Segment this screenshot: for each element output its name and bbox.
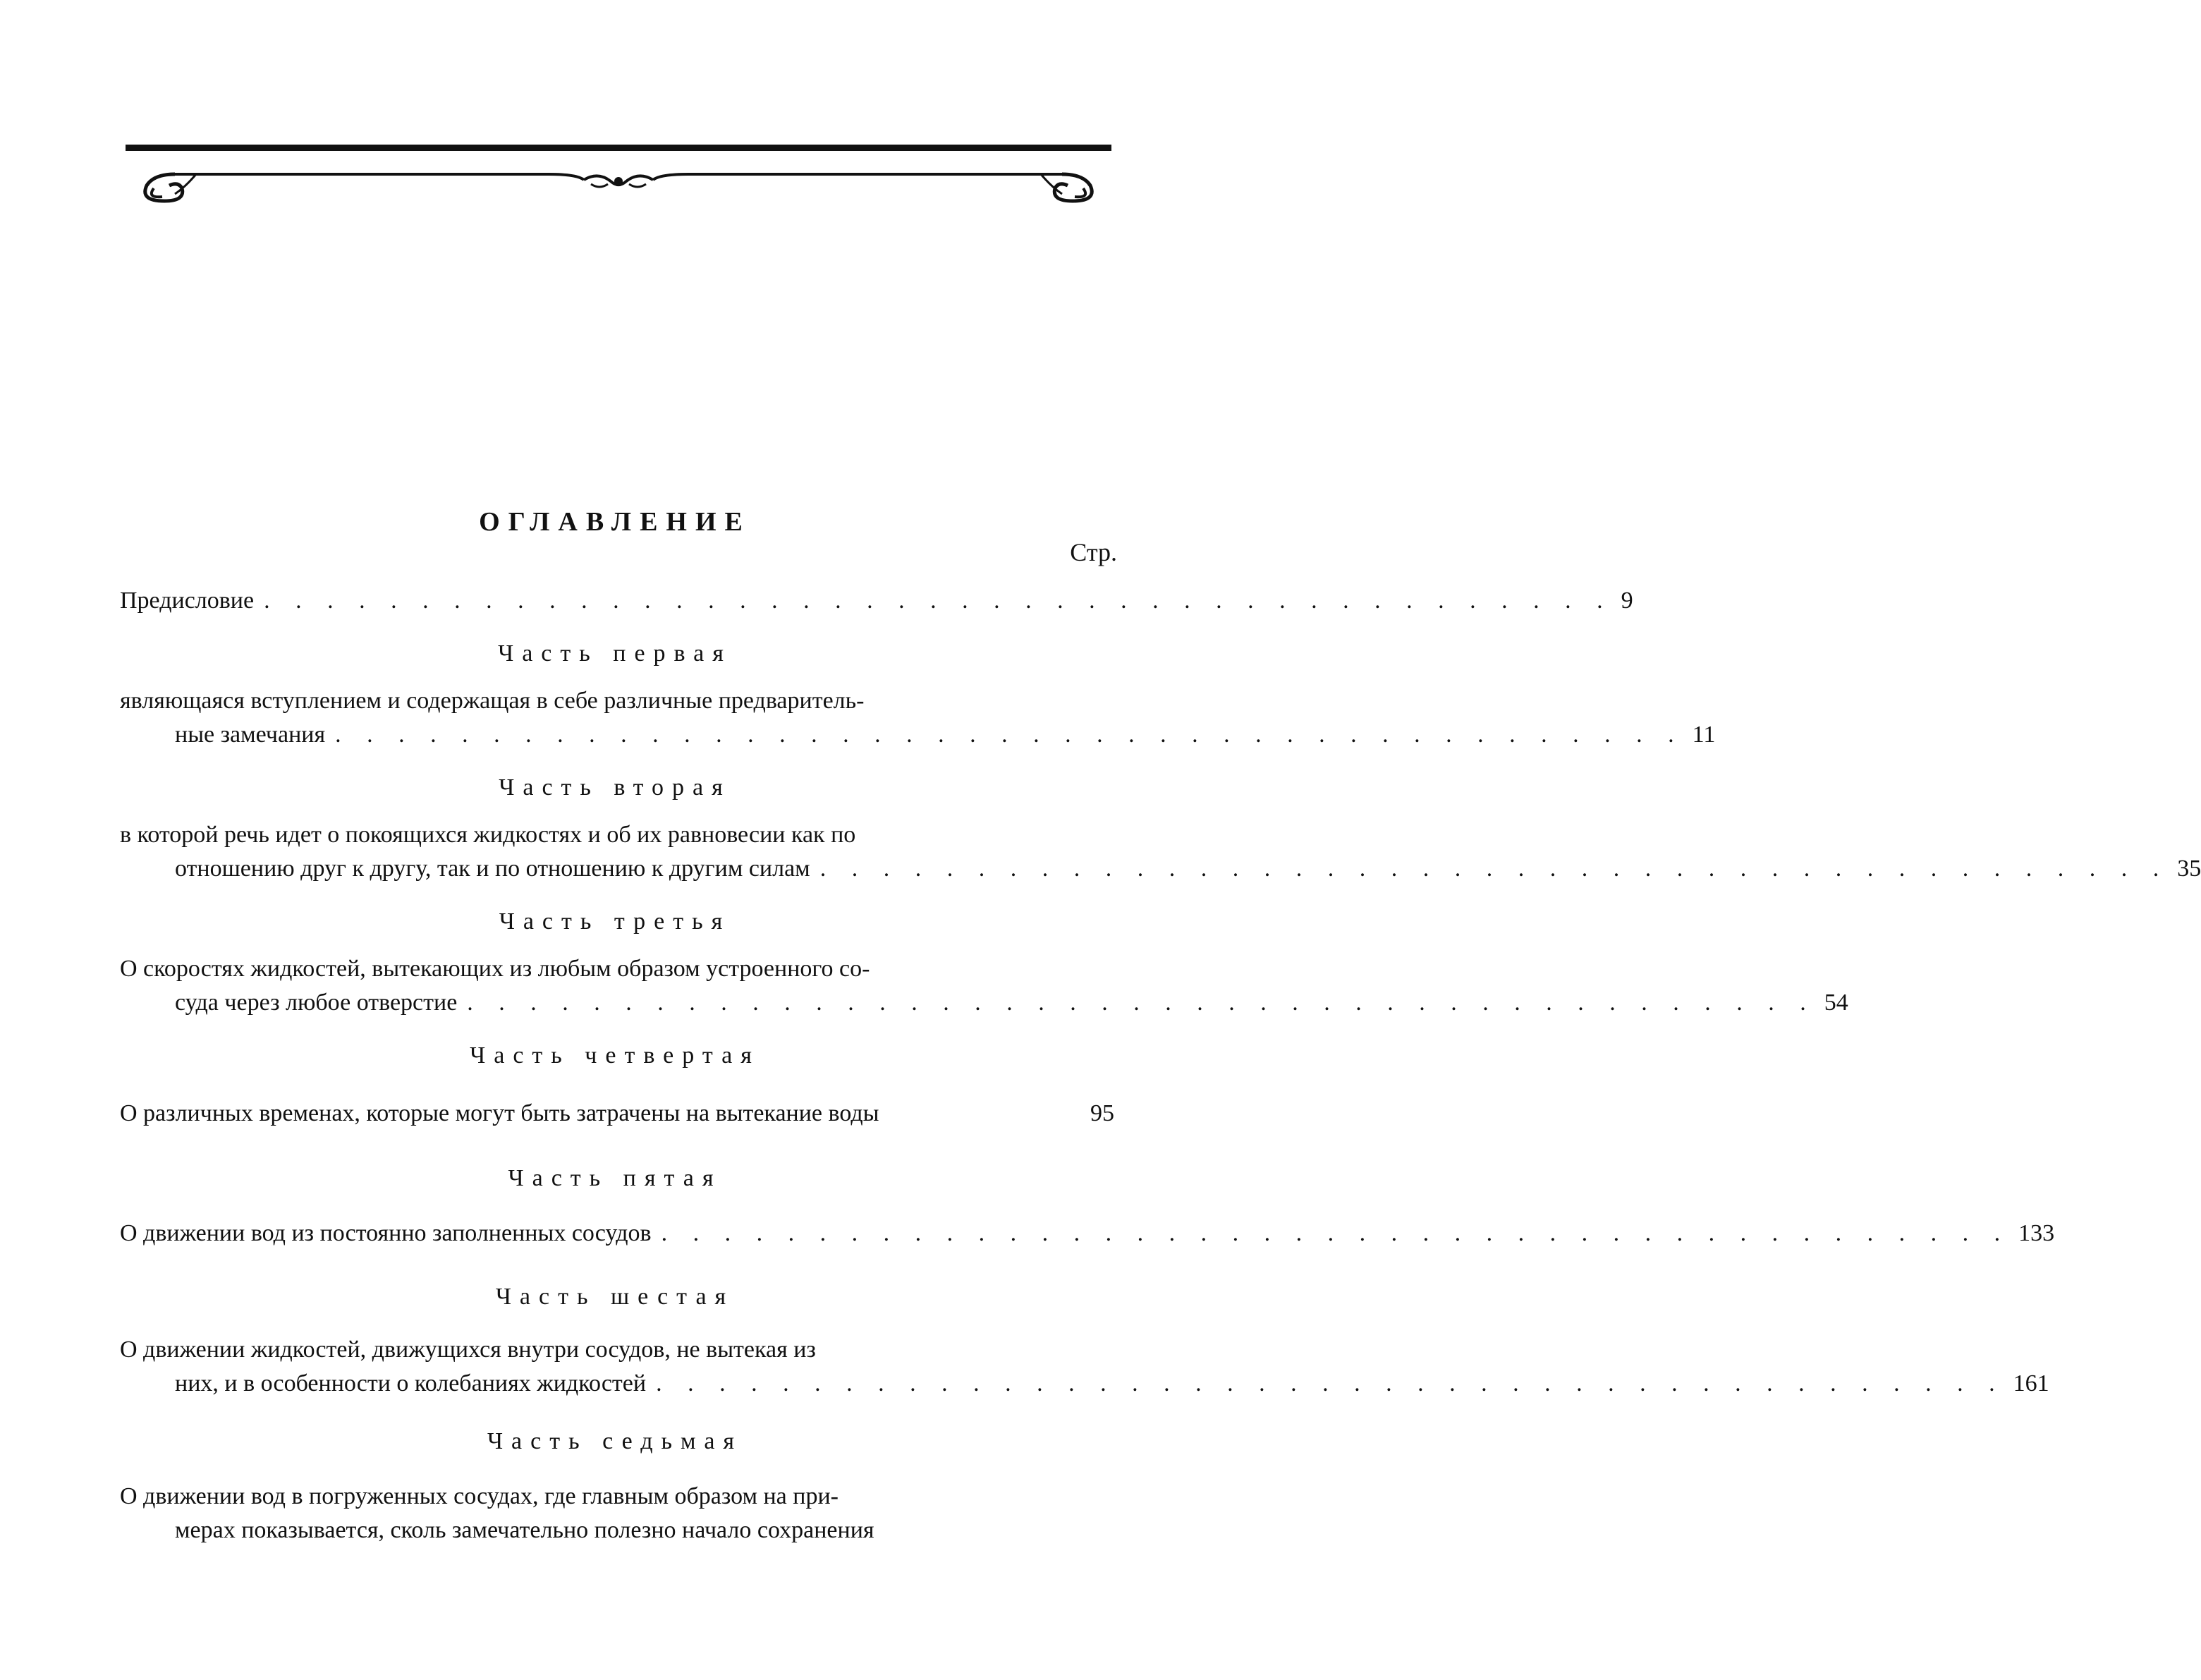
toc-entry-preface	[120, 584, 1633, 618]
entry-text-line-2: мерах показывается, сколь замечательно полезно начало сохранения	[175, 1517, 874, 1543]
entry-text-line-2: отношению друг к другу, так и по отношению к другим силам	[175, 856, 810, 882]
dot-leader: . . . . . . . . . . . . . . . . . . . . . . . . . . . . . . . . . . . . . . . . . . .	[264, 588, 1613, 614]
part-heading-7: Часть седьмая	[487, 1428, 743, 1454]
part-heading-5: Часть пятая	[508, 1165, 722, 1191]
entry-text-line-2: них, и в особенности о колебаниях жидкостей	[175, 1370, 647, 1396]
entry-page-number: 11	[1692, 722, 1716, 748]
toc-title: ОГЛАВЛЕНИЕ	[479, 507, 751, 537]
dot-leader: . . . . . . . . . . . . . . . . . . . . . . . . . . . . . . . . . . . . . . . . . . .	[656, 1370, 2005, 1396]
toc-entry-part-4	[120, 1097, 1114, 1131]
toc-entry-part-6	[120, 1333, 2049, 1401]
part-heading-2: Часть вторая	[499, 774, 731, 801]
dot-leader: . . . . . . . . . . . . . . . . . . . . . . . . . . . . . . . . . . . . . . . . . . .	[819, 856, 2169, 882]
entry-text: Предисловие	[120, 588, 255, 614]
entry-page-number: 9	[1621, 588, 1633, 614]
entry-page-number: 35	[2177, 856, 2201, 882]
toc-entry-part-1	[120, 684, 1716, 752]
entry-text-line-1: являющаяся вступлением и содержащая в себе различные предваритель-	[120, 688, 865, 714]
toc-entry-part-7	[120, 1480, 1114, 1547]
entry-text-line-1: О движении жидкостей, движущихся внутри сосудов, не вытекая из	[120, 1337, 816, 1363]
entry-text-line-2: ные замечания	[175, 722, 326, 748]
entry-text-line-1: О различных временах, которые могут быть затрачены на вытекание воды	[120, 1100, 879, 1126]
toc-entry-part-3	[120, 952, 1848, 1020]
entry-text-line-1: О движении вод в погруженных сосудах, где главным образом на при-	[120, 1483, 839, 1509]
headpiece-ornament	[126, 145, 1111, 215]
toc-entry-part-5	[120, 1217, 2055, 1250]
entry-page-number: 161	[2013, 1370, 2049, 1396]
part-heading-6: Часть шестая	[495, 1284, 735, 1310]
entry-text-line-1: в которой речь идет о покоящихся жидкостях и об их равновесии как по	[120, 822, 856, 848]
toc-entry-part-2	[120, 818, 2201, 886]
dot-leader: . . . . . . . . . . . . . . . . . . . . . . . . . . . . . . . . . . . . . . . . . . .	[661, 1220, 2011, 1246]
entry-page-number: 133	[2018, 1220, 2055, 1246]
entry-text-line-2: суда через любое отверстие	[175, 990, 458, 1016]
part-heading-3: Часть третья	[499, 908, 731, 935]
dot-leader: . . . . . . . . . . . . . . . . . . . . . . . . . . . . . . . . . . . . . . . . . . .	[467, 990, 1816, 1016]
entry-page-number: 54	[1824, 990, 1848, 1016]
entry-text-line-1: О скоростях жидкостей, вытекающих из любым образом устроенного со-	[120, 956, 870, 982]
part-heading-1: Часть первая	[498, 640, 732, 666]
entry-text-line-1: О движении вод из постоянно заполненных сосудов	[120, 1220, 652, 1246]
dot-leader: . . . . . . . . . . . . . . . . . . . . . . . . . . . . . . . . . . . . . . . . . . .	[335, 722, 1684, 748]
page-column-label: Стр.	[1070, 538, 1117, 566]
part-heading-4: Часть четвертая	[470, 1042, 760, 1069]
entry-page-number: 95	[1090, 1100, 1114, 1126]
